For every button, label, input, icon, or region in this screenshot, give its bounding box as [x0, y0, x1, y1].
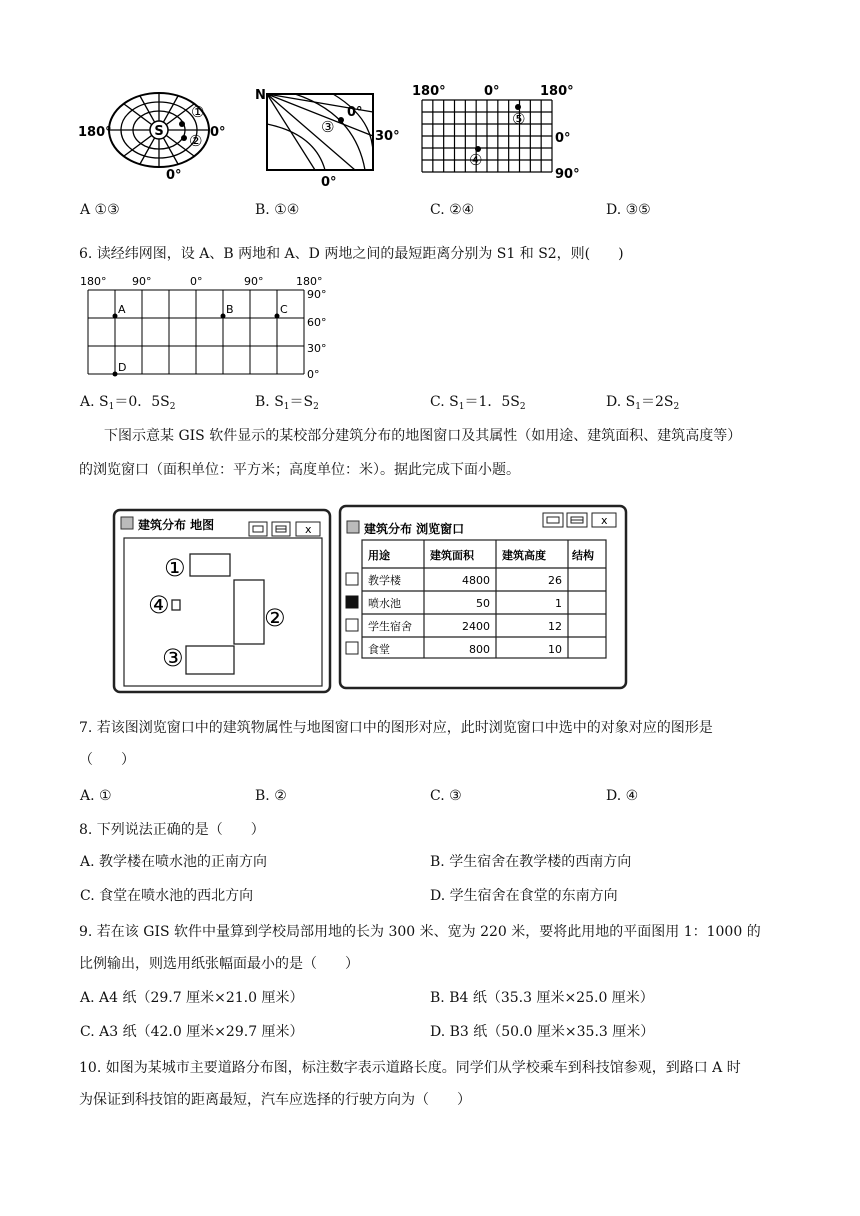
marker-2: ② — [189, 132, 203, 150]
table-cell-use: 学生宿舍 — [368, 620, 412, 633]
column-header-use: 用途 — [368, 549, 390, 562]
row-checkbox-selected[interactable] — [346, 596, 358, 608]
grid-top-label: 0° — [190, 275, 203, 288]
shape-label-2: ② — [264, 604, 286, 632]
label-0-right: 0° — [210, 125, 226, 140]
grid-top-label: 90° — [132, 275, 152, 288]
q8-stem: 8. 下列说法正确的是（ ） — [79, 822, 265, 838]
marker-5: ⑤ — [512, 110, 526, 128]
q7-option-c[interactable]: C. ③ — [430, 788, 462, 804]
q6-option-b[interactable]: B. $S_1=S_2$ — [255, 394, 319, 412]
row-checkbox[interactable] — [346, 573, 358, 585]
table-cell-height: 12 — [548, 620, 562, 633]
label-0-bottom: 0° — [321, 175, 337, 190]
marker-4: ④ — [469, 151, 483, 169]
q8-option-d[interactable]: D. 学生宿舍在食堂的东南方向 — [430, 888, 618, 904]
close-icon: x — [601, 514, 608, 527]
minimize-button[interactable] — [249, 522, 267, 536]
shape-1-building[interactable] — [190, 554, 230, 576]
q5-option-c[interactable]: C. ②④ — [430, 202, 475, 218]
marker-3: ③ — [321, 118, 335, 136]
table-cell-height: 1 — [555, 597, 562, 610]
south-pole-label: S — [154, 124, 164, 139]
q7-paren: （ ） — [79, 752, 135, 768]
shape-2-building[interactable] — [234, 580, 264, 644]
grid-right-label: 60° — [307, 316, 327, 329]
q7-option-d[interactable]: D. ④ — [606, 788, 639, 804]
shape-label-1: ① — [164, 554, 186, 582]
shape-label-3: ③ — [162, 644, 184, 672]
q8-option-a[interactable]: A. 教学楼在喷水池的正南方向 — [80, 854, 268, 870]
label-0-right: 0° — [555, 131, 571, 146]
shape-4-building[interactable] — [172, 600, 180, 610]
intro-line-1: 下图示意某 GIS 软件显示的某校部分建筑分布的地图窗口及其属性（如用途、建筑面积、建筑高度等） — [104, 428, 742, 444]
close-icon: x — [305, 523, 312, 536]
label-30-right: 30° — [375, 129, 400, 144]
shape-label-4: ④ — [148, 591, 170, 619]
grid-top-label: 90° — [244, 275, 264, 288]
q9-option-b[interactable]: B. B4 纸（35.3 厘米×25.0 厘米） — [430, 990, 654, 1006]
q5-option-a[interactable]: A ①③ — [80, 202, 120, 218]
north-pole-label: N — [255, 88, 266, 103]
table-cell-height: 10 — [548, 643, 562, 656]
q10-stem-line-1: 10. 如图为某城市主要道路分布图，标注数字表示道路长度。同学们从学校乘车到科技馆参观，到路口 A 时 — [79, 1060, 741, 1076]
grid-top-label: 180° — [296, 275, 323, 288]
gis-browse-window — [338, 504, 628, 690]
q8-option-b[interactable]: B. 学生宿舍在教学楼的西南方向 — [430, 854, 632, 870]
q7-stem: 7. 若该图浏览窗口中的建筑物属性与地图窗口中的图形对应，此时浏览窗口中选中的对象对应的图形是 — [79, 720, 713, 736]
q6-graticule-grid — [80, 274, 340, 384]
q7-option-a[interactable]: A. ① — [80, 788, 112, 804]
label-180-left: 180° — [412, 84, 446, 99]
q7-option-b[interactable]: B. ② — [255, 788, 287, 804]
table-cell-area: 50 — [476, 597, 490, 610]
label-0-top: 0° — [347, 105, 363, 120]
gis-map-window — [112, 508, 332, 694]
q5-figure-c — [412, 82, 587, 182]
label-0-top: 0° — [484, 84, 500, 99]
q9-option-d[interactable]: D. B3 纸（50.0 厘米×35.3 厘米） — [430, 1024, 655, 1040]
point-c-label: C — [280, 303, 288, 316]
q9-option-c[interactable]: C. A3 纸（42.0 厘米×29.7 厘米） — [80, 1024, 304, 1040]
point-a-label: A — [118, 303, 126, 316]
table-cell-area: 4800 — [462, 574, 490, 587]
q6-option-d[interactable]: D. $S_1=2S_2$ — [606, 394, 680, 412]
minimize-button[interactable] — [543, 513, 563, 527]
q5-figure-b — [255, 84, 405, 194]
column-header-area: 建筑面积 — [430, 549, 474, 562]
column-header-structure: 结构 — [572, 549, 594, 562]
grid-right-label: 0° — [307, 368, 320, 381]
table-cell-use: 食堂 — [368, 643, 390, 656]
browse-window-title: 建筑分布 浏览窗口 — [364, 522, 465, 536]
grid-right-label: 30° — [307, 342, 327, 355]
row-checkbox[interactable] — [346, 642, 358, 654]
q6-stem: 6. 读经纬网图，设 A、B 两地和 A、D 两地之间的最短距离分别为 S1 和 S2，则( ) — [79, 246, 624, 262]
grid-top-label: 180° — [80, 275, 107, 288]
point-b-label: B — [226, 303, 234, 316]
point-d-label: D — [118, 361, 127, 374]
marker-1: ① — [191, 103, 205, 121]
q10-stem-line-2: 为保证到科技馆的距离最短，汽车应选择的行驶方向为（ ） — [79, 1092, 471, 1108]
table-cell-use: 喷水池 — [368, 597, 401, 610]
q5-option-b[interactable]: B. ①④ — [255, 202, 300, 218]
label-180-right: 180° — [540, 84, 574, 99]
label-90-right: 90° — [555, 167, 580, 182]
map-window-title: 建筑分布 地图 — [138, 518, 215, 532]
q9-option-a[interactable]: A. A4 纸（29.7 厘米×21.0 厘米） — [80, 990, 304, 1006]
row-checkbox[interactable] — [346, 619, 358, 631]
shape-3-building[interactable] — [186, 646, 234, 674]
table-cell-area: 800 — [469, 643, 490, 656]
q5-option-d[interactable]: D. ③⑤ — [606, 202, 651, 218]
q8-option-c[interactable]: C. 食堂在喷水池的西北方向 — [80, 888, 254, 904]
label-180-left: 180° — [78, 125, 112, 140]
q9-stem-line-2: 比例输出，则选用纸张幅面最小的是（ ） — [79, 956, 359, 972]
q6-option-a[interactable]: A. $S_1=0$．$5S_2$ — [80, 394, 176, 412]
intro-line-2: 的浏览窗口（面积单位：平方米；高度单位：米）。据此完成下面小题。 — [79, 462, 520, 478]
table-cell-height: 26 — [548, 574, 562, 587]
q9-stem-line-1: 9. 若在该 GIS 软件中量算到学校局部用地的长为 300 米、宽为 220 米，要将此用地的平面图用 1：1000 的 — [79, 924, 761, 940]
grid-right-label: 90° — [307, 288, 327, 301]
label-0-bottom: 0° — [166, 168, 182, 182]
column-header-height: 建筑高度 — [502, 549, 546, 562]
q6-option-c[interactable]: C. $S_1=1$．$5S_2$ — [430, 394, 526, 412]
q5-figure-a — [78, 82, 238, 182]
table-cell-area: 2400 — [462, 620, 490, 633]
table-cell-use: 教学楼 — [368, 574, 401, 587]
